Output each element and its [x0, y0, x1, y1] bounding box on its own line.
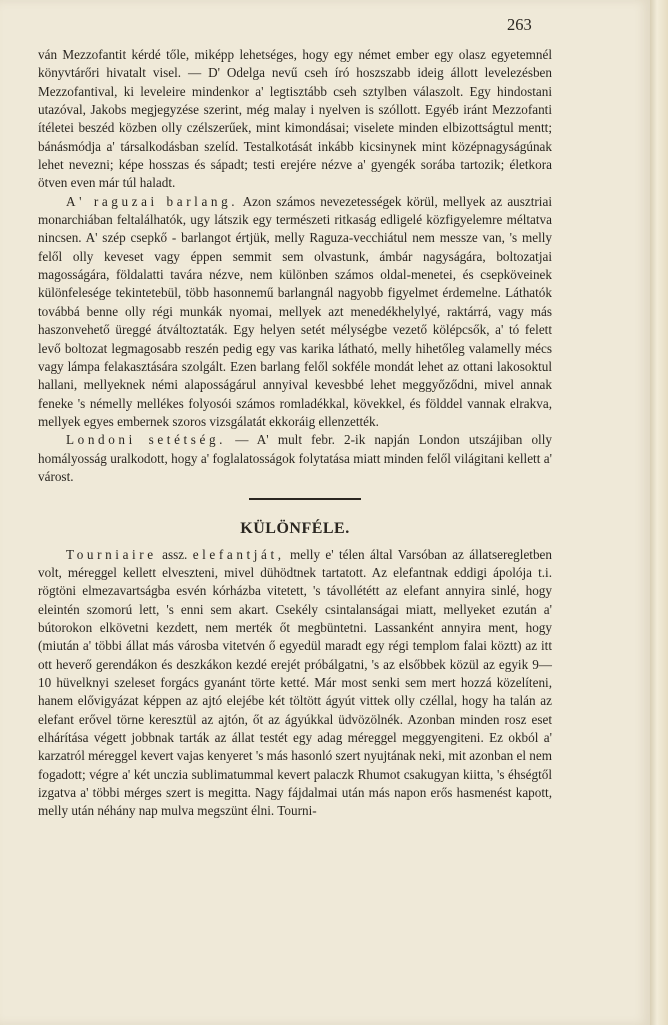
paragraph-mezzofanti: ván Mezzofantit kérdé tőle, miképp lehetséges, hogy egy német ember egy olasz egyetemnél könyvtárőri hivatalt visel. — D' Odelga nevű cseh író hoszszabb ideig állott levelezésben Mezzofantival, ki leveleire mindenkor a' legtisztább cseh sztylben válaszolt. Egy hindostani utazóval, Jakobs megjegyzése szerint, még malay i nyelven is szóllott. Egyéb iránt Mezzofanti ítéletei beszéd közben olly czélszerűek, mint kimondásai; viselete minden elbizottságtul mentt; bánásmódja a' társalkodásban szelíd. Testalkotását inkább kicsinynek mint középnagyságúnak lehet nevezni; képe hosszas és sápadt; testi erejére nézve a' gyengék sorába tartozik; életkora ötven even már túl haladt. — [38, 47, 552, 191]
ragusa-text: Azon számos nevezetességek körül, mellyek az ausztriai monarchiában feltalálhatók, ugy látszik egy természeti ritkaság edligelé közfigyelemre méltatva nincsen. A' szép csepkő - barlangot értjük, melly Raguza-vecchiátul nem messze van, 's melly felől olly keveset vagy éppen semmit sem olvastunk, ámbár nagyságára, boltozatjai magosságára, földalatti tavára nézve, nem különben számos oldal-menetei, és csepköveinek különfelesége tekintetebül, több hasonnemű barlangnál nagyobb figyelmet érdemelne. Láthatók továbbá benne olly régi munkák nyomai, mellyek azt menedékhelylyé, raktárrá, vagy más haszonvehető üreggé átváltoztaták. Egy helyen setét mélységbe vezető kölépcsők, a' tó felett levő boltozat legmagosabb reszén pedig egy vas karika látható, melly hihetőleg valamelly mécs vagy lámpa felakasztására szolgált. Ezen barlang felől sokféle mondát lehet az ottani lakosoktul hallani, mellyeknek némi alaposságárul annyival kevesbbé lehet meggyőződni, mivel annak feneke 's némelly mellékes folyosói számos romladékkal, kövekkel, és földdel vannak elrakva, mellyek egyes embernek szoros vizsgálatát ekkoráig ellenzették. — [38, 193, 552, 429]
paragraph-elephant — [38, 546, 552, 821]
london-text: — A' mult febr. 2-ik napján London utszájiban olly homályosság uralkodott, hogy a' foglalatosságok folytatása miatt minden felől világitani kellett a' várost. — [38, 432, 552, 484]
london-heading: Londoni setétség. — [66, 432, 227, 448]
section-title: KÜLÖNFÉLE. — [240, 520, 350, 538]
elephant-heading: elefantját, — [192, 546, 285, 562]
paragraph-london-darkness — [38, 431, 552, 486]
tourniaire-name: Tourniaire — [66, 546, 157, 562]
section-divider — [249, 498, 361, 500]
tourniaire-title: assz. — [156, 546, 193, 562]
paragraph-ragusa-cave — [38, 193, 552, 431]
page-edge — [650, 0, 668, 1025]
elephant-text: melly e' télen által Varsóban az állatseregletben volt, méreggel kellett elveszteni, mivel dühödtnek tartatott. Az elefantnak eddigi ápolója t.i. rögtöni elmezavartságba esvén kórházba vitetett, 's távollététt az elefant annyira sinlé, hogy eleintén szomorú lett, 's enni sem akart. Csekély csintalanságai miatt, mellyeket ezután a' bútorokon elkövetni kezdett, nem merték őt megbüntetni. Lassanként annyira ment, hogy (miután a' többi állat más városba vitetvén ő egyedül maradt egy régi templom falai köztt) az itt ott heverő gerendákon és deszkákon kezdé erejét próbálgatni, 's az elsőbbek közül az egyik 9—10 hüvelknyi szeleset forgács gyanánt törte ketté. Már most senki sem mert hozzá közelíteni, hanem elővigyázat képpen az ajtó elejébe két töltött ágyút vittek olly czéllal, hogy ha talán az elefant erővel törne keresztül az ajtón, őt az ágyúkkal üdvözölnék. Azonban minden rosz eset elhárítása végett jobbnak tarták az állat testét egy adag méreggel meggyengiteni. Ez okból a' karzatról méreggel kevert vajas kenyeret 's más hasonló szert nyujtának neki, mit azonban el nem fogadott; végre a' két unczia sublimatummal kevert palaczk Rhumot csakugyan kiitta, 's éhségtől izgatva a' többi mérges szert is megitta. Nagy fájdalmai után más napon erős hasmenést kapott, melly után néhány nap mulva megszünt élni. Tourni- — [38, 546, 552, 819]
text-column — [38, 46, 552, 821]
ragusa-heading: A' raguzai barlang. — [66, 193, 239, 209]
page-number: 263 — [507, 15, 532, 34]
